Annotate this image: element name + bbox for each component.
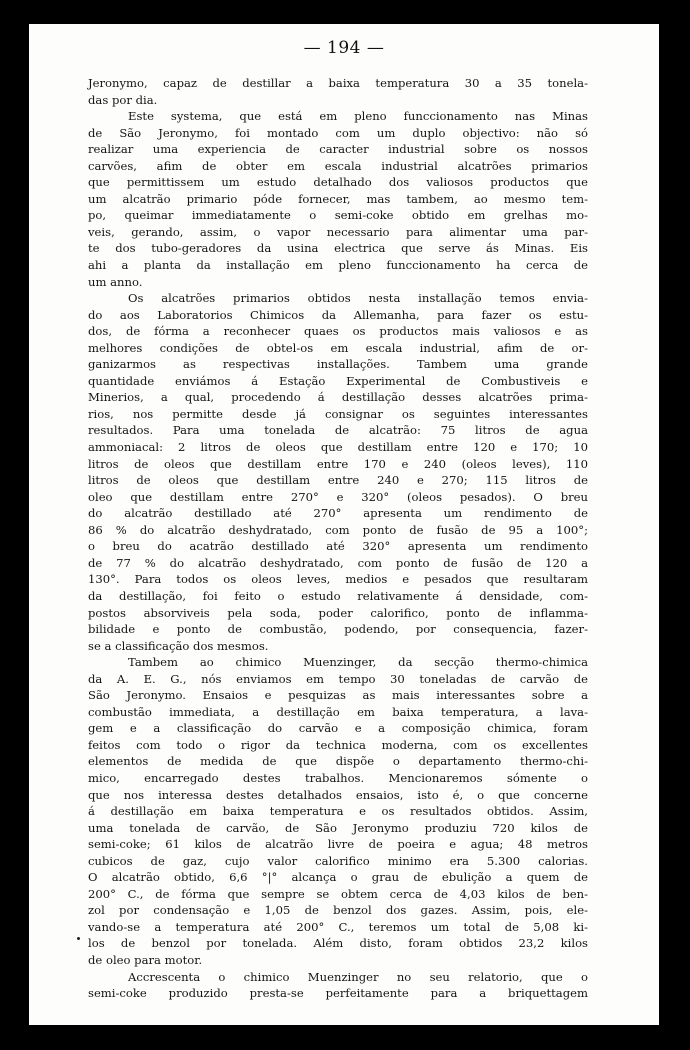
text-line: carvões, afim de obter em escala industrial alcatrões primarios <box>88 158 588 173</box>
text-line: o breu do acatrão destillado até 320° apresenta um rendimento <box>88 539 588 554</box>
text-line: 86 % do alcatrão deshydratado, com ponto de fusão de 95 a 100°; <box>88 522 588 537</box>
text-line: litros de oleos que destillam entre 170 e 240 (oleos leves), 110 <box>88 456 588 471</box>
text-line: Os alcatrões primarios obtidos nesta installação temos envia- <box>128 291 588 306</box>
text-line: zol por condensação e 1,05 de benzol dos gazes. Assim, pois, ele- <box>88 903 588 918</box>
text-line: postos absorviveis pela soda, poder calorifico, ponto de inflamma- <box>88 605 588 620</box>
text-line: Minerios, a qual, procedendo á destillação desses alcatrões prima- <box>88 390 588 405</box>
text-line: Jeronymo, capaz de destillar a baixa temperatura 30 a 35 tonela- <box>88 76 588 90</box>
text-line: Accrescenta o chimico Muenzinger no seu relatorio, que o <box>128 969 588 984</box>
text-line: combustão immediata, a destillação em baixa temperatura, a lava- <box>88 704 588 719</box>
text-line: rios, nos permitte desde já consignar os seguintes interessantes <box>88 406 588 421</box>
text-line: Tambem ao chimico Muenzinger, da secção thermo-chimica <box>128 655 588 670</box>
text-line: da A. E. G., nós enviamos em tempo 30 toneladas de carvão de <box>88 671 588 686</box>
text-line: do aos Laboratorios Chimicos da Allemanha, para fazer os estu- <box>88 307 588 322</box>
text-line: melhores condições de obtel-os em escala industrial, afim de or- <box>88 340 588 355</box>
text-line: elementos de medida de que dispõe o departamento thermo-chi- <box>88 754 588 769</box>
text-line: 130°. Para todos os oleos leves, medios e pesados que resultaram <box>88 572 588 587</box>
text-line: feitos com todo o rigor da technica moderna, com os excellentes <box>88 737 588 752</box>
text-line: uma tonelada de carvão, de São Jeronymo produziu 720 kilos de <box>88 820 588 835</box>
text-line: São Jeronymo. Ensaios e pesquizas as mais interessantes sobre a <box>88 688 588 703</box>
text-line: de São Jeronymo, foi montado com um duplo objectivo: não só <box>88 125 588 140</box>
text-line: cubicos de gaz, cujo valor calorifico minimo era 5.300 calorias. <box>88 853 588 868</box>
margin-mark <box>77 937 80 940</box>
text-line: de oleo para motor. <box>88 952 203 967</box>
text-line: O alcatrão obtido, 6,6 °|° alcança o grau de ebulição a quem de <box>88 870 588 885</box>
text-line: dos, de fórma a reconhecer quaes os productos mais valiosos e as <box>88 324 588 339</box>
text-line: oleo que destillam entre 270° e 320° (oleos pesados). O breu <box>88 489 588 504</box>
text-line: te dos tubo-geradores da usina electrica que serve ás Minas. Eis <box>88 241 588 256</box>
text-line: Este systema, que está em pleno funccionamento nas Minas <box>128 109 588 124</box>
text-line: veis, gerando, assim, o vapor necessario para alimentar uma par- <box>88 224 588 239</box>
text-line: 200° C., de fórma que sempre se obtem cerca de 4,03 kilos de ben- <box>88 886 588 901</box>
text-line: das por dia. <box>88 92 158 107</box>
text-line: po, queimar immediatamente o semi-coke obtido em grelhas mo- <box>88 208 588 223</box>
text-line: um anno. <box>88 274 143 289</box>
page-number: — 194 — <box>303 38 385 58</box>
text-line: que nos interessa destes detalhados ensaios, isto é, o que concerne <box>88 787 588 802</box>
text-line: á destillação em baixa temperatura e os resultados obtidos. Assim, <box>88 804 588 819</box>
text-line: se a classificação dos mesmos. <box>88 638 269 653</box>
text-line: bilidade e ponto de combustão, podendo, por consequencia, fazer- <box>88 622 588 637</box>
text-line: quantidade enviámos á Estação Experimental de Combustiveis e <box>88 373 588 388</box>
text-line: realizar uma experiencia de caracter industrial sobre os nossos <box>88 142 588 157</box>
text-line: um alcatrão primario póde fornecer, mas tambem, ao mesmo tem- <box>88 191 588 206</box>
text-line: ahi a planta da installação em pleno funccionamento ha cerca de <box>88 258 588 273</box>
text-line: los de benzol por tonelada. Além disto, foram obtidos 23,2 kilos <box>88 936 588 951</box>
text-line: resultados. Para uma tonelada de alcatrão: 75 litros de agua <box>88 423 588 438</box>
text-line: ammoniacal: 2 litros de oleos que destillam entre 120 e 170; 10 <box>88 440 588 455</box>
text-line: vando-se a temperatura até 200° C., teremos um total de 5,08 ki- <box>88 919 588 934</box>
text-line: mico, encarregado destes trabalhos. Mencionaremos sómente o <box>88 770 588 785</box>
text-line: litros de oleos que destillam entre 240 e 270; 115 litros de <box>88 473 588 488</box>
document-page <box>29 24 659 1025</box>
text-line: gem e a classificação do carvão e a composição chimica, foram <box>88 721 588 736</box>
text-line: semi-coke; 61 kilos de alcatrão livre de poeira e agua; 48 metros <box>88 837 588 852</box>
text-line: do alcatrão destillado até 270° apresenta um rendimento de <box>88 506 588 521</box>
text-line: semi-coke produzido presta-se perfeitamente para a briquettagem <box>88 986 588 1001</box>
text-line: ganizarmos as respectivas installações. Tambem uma grande <box>88 357 588 372</box>
text-line: que permittissem um estudo detalhado dos valiosos productos que <box>88 175 588 190</box>
text-line: da destillação, foi feito o estudo relativamente á densidade, com- <box>88 588 588 603</box>
body-text <box>88 75 588 1002</box>
text-line: de 77 % do alcatrão deshydratado, com ponto de fusão de 120 a <box>88 555 588 570</box>
